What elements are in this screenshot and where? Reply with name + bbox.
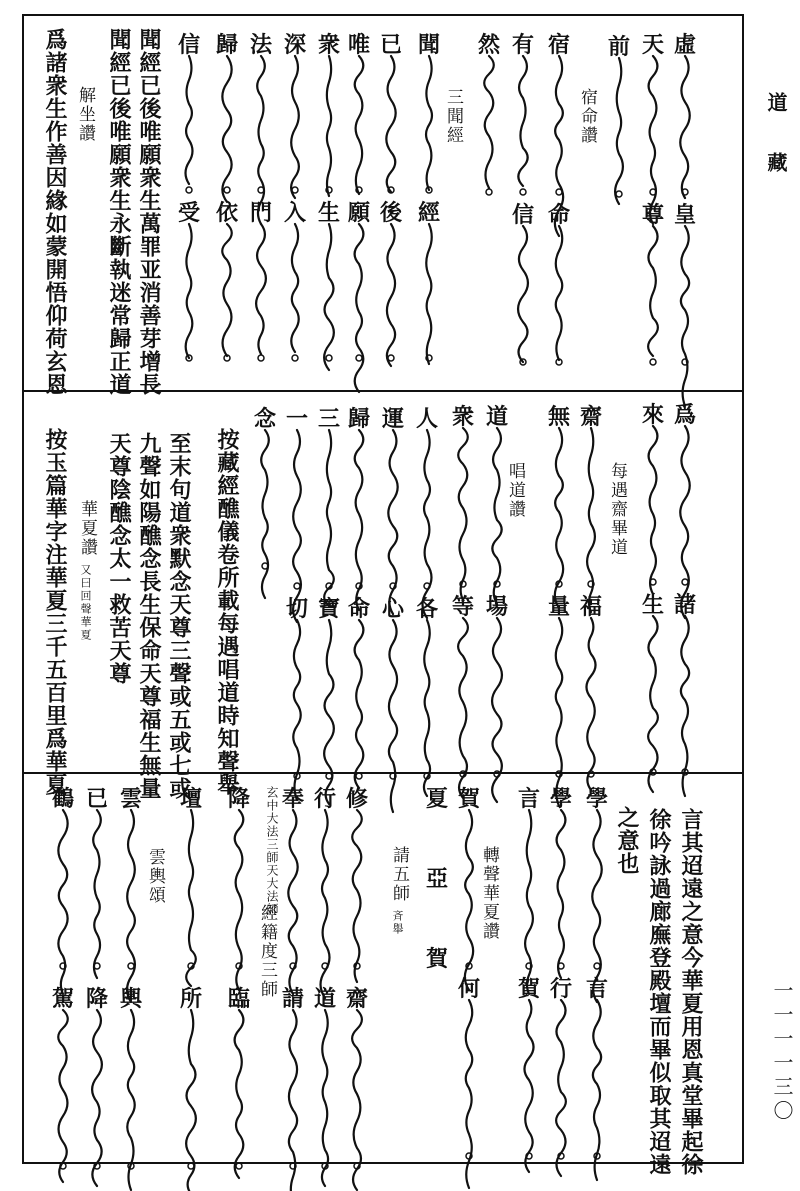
chant-notation-mark	[220, 56, 234, 188]
verse-character: 經	[417, 200, 440, 226]
verse-character: 賀	[457, 786, 480, 812]
chant-notation-mark	[124, 1010, 138, 1164]
verse-character: 學	[585, 786, 608, 812]
verse-character: 法	[249, 32, 272, 58]
chant-notation-mark	[646, 616, 660, 770]
verse-character: 念	[253, 406, 276, 432]
chant-notation-mark	[646, 226, 660, 360]
prose-line: 言其迢遠之意今華夏用恩真堂畢起徐	[678, 808, 704, 1176]
verse-character: 心	[381, 596, 404, 622]
verse-character: 行	[549, 976, 572, 1002]
verse-character: 爲	[673, 402, 696, 428]
verse-character: 請	[281, 986, 304, 1012]
chant-notation-mark	[350, 1010, 364, 1164]
verse-character: 量	[547, 594, 570, 620]
verse-character: 奉	[281, 786, 304, 812]
verse-character: 門	[249, 200, 272, 226]
margin-title: 道藏	[764, 92, 788, 212]
chant-notation-mark	[286, 810, 300, 964]
chant-notation-mark	[322, 56, 336, 188]
chant-notation-mark	[322, 224, 336, 356]
verse-character: 一	[285, 406, 308, 432]
verse-character: 輿	[119, 986, 142, 1012]
chant-notation-mark	[552, 428, 566, 582]
chant-notation-mark	[678, 226, 692, 360]
verse-character: 有	[511, 32, 534, 58]
verse-character: 信	[177, 32, 200, 58]
prose-line: 九聲如陽醮念長生保命天尊福生無量	[136, 432, 162, 800]
chant-notation-mark	[612, 58, 626, 192]
verse-character: 運	[381, 406, 404, 432]
chant-notation-mark	[56, 810, 70, 964]
chant-notation-mark	[590, 810, 604, 964]
verse-character: 前	[607, 34, 630, 60]
chant-notation-mark	[386, 620, 400, 774]
hymn-title: 每遇齋畢道	[607, 462, 627, 557]
chant-notation-mark	[422, 56, 436, 188]
chant-notation-mark	[420, 620, 434, 774]
chant-notation-mark	[490, 428, 504, 582]
prose-title: 華夏讚	[77, 500, 97, 557]
chant-notation-mark	[352, 56, 366, 188]
chant-notation-mark	[554, 810, 568, 964]
verse-character: 所	[179, 986, 202, 1012]
verse-character: 已	[85, 786, 108, 812]
verse-character: 生	[641, 592, 664, 618]
chant-notation-mark	[288, 224, 302, 356]
chant-notation-mark	[286, 1010, 300, 1164]
verse-character: 言	[585, 976, 608, 1002]
verse-character: 鶴	[51, 786, 74, 812]
verse-character: 衆	[451, 404, 474, 430]
chant-notation-mark	[554, 1000, 568, 1154]
prose-line: 按藏經醮儀卷所載每遇唱道時知聲舉	[214, 428, 240, 796]
chant-notation-mark	[678, 56, 692, 190]
chant-notation-mark	[232, 810, 246, 964]
prose-line: 天尊陰醮念太一救苦天尊	[106, 432, 132, 685]
verse-character: 駕	[51, 986, 74, 1012]
verse-character: 賀	[425, 946, 448, 972]
chant-notation-mark	[220, 224, 234, 356]
verse-character: 唯	[347, 32, 370, 58]
verse-character: 學	[549, 786, 572, 812]
verse-character: 言	[517, 786, 540, 812]
verse-character: 切	[285, 596, 308, 622]
chant-notation-mark	[482, 56, 496, 190]
verse-character: 三	[317, 406, 340, 432]
chant-notation-mark	[232, 1010, 246, 1164]
chant-notation-mark	[522, 1000, 536, 1154]
verse-character: 雲	[119, 786, 142, 812]
verse-character: 場	[485, 594, 508, 620]
hymn-title: 三聞經	[443, 88, 463, 145]
prose-line: 聞經已後唯願衆生萬罪亚消善芽增長	[136, 28, 162, 396]
prose-line: 至末句道衆默念天尊三聲或五或七或	[166, 432, 192, 800]
verse-character: 衆	[317, 32, 340, 58]
verse-character: 降	[227, 786, 250, 812]
verse-character: 來	[641, 402, 664, 428]
invocation: 玄中大法三師天大法師	[265, 786, 279, 916]
hymn-title: 唱道讚	[505, 462, 525, 519]
chant-notation-mark	[318, 810, 332, 964]
verse-character: 賀	[517, 976, 540, 1002]
hymn-title: 轉聲華夏讚	[479, 846, 499, 941]
verse-character: 願	[347, 200, 370, 226]
verse-character: 尊	[641, 202, 664, 228]
chant-notation-mark	[552, 618, 566, 772]
verse-character: 後	[379, 200, 402, 226]
verse-character: 生	[317, 200, 340, 226]
chant-notation-mark	[90, 810, 104, 964]
chant-notation-mark	[590, 1000, 604, 1154]
verse-character: 入	[283, 200, 306, 226]
verse-character: 齋	[579, 404, 602, 430]
chant-notation-mark	[456, 618, 470, 772]
chant-notation-mark	[290, 620, 304, 774]
chant-notation-mark	[522, 810, 536, 964]
hymn-title: 請五師	[389, 846, 409, 903]
chant-notation-mark	[516, 56, 530, 190]
chant-notation-mark	[462, 1000, 476, 1154]
verse-character: 受	[177, 200, 200, 226]
verse-character: 命	[347, 596, 370, 622]
verse-character: 寶	[317, 596, 340, 622]
chant-notation-mark	[254, 56, 268, 188]
chant-notation-mark	[678, 426, 692, 580]
chant-notation-mark	[350, 810, 364, 964]
chant-notation-mark	[184, 810, 198, 964]
prose-title: 解坐讚	[75, 86, 95, 143]
prose-line: 之意也	[614, 806, 640, 875]
verse-character: 福	[579, 594, 602, 620]
verse-character: 歸	[347, 406, 370, 432]
prose-line: 爲諸衆生作善因緣如蒙開悟仰荷玄恩	[42, 28, 68, 396]
chant-notation-mark	[290, 430, 304, 584]
chant-notation-mark	[258, 430, 272, 564]
chant-notation-mark	[322, 430, 336, 584]
verse-character: 齋	[345, 986, 368, 1012]
verse-character: 虛	[673, 32, 696, 58]
verse-character: 天	[641, 32, 664, 58]
verse-character: 何	[457, 976, 480, 1002]
chant-notation-mark	[678, 616, 692, 770]
hymn-title: 雲輿頌	[145, 848, 165, 905]
chant-notation-mark	[516, 226, 530, 360]
chant-notation-mark	[584, 618, 598, 772]
verse-character: 宿	[547, 32, 570, 58]
prose-line: 聞經已後唯願衆生永斷執迷常歸正道	[106, 28, 132, 396]
chant-notation-mark	[182, 56, 196, 188]
chant-notation-mark	[322, 620, 336, 774]
chant-notation-mark	[384, 224, 398, 356]
chant-notation-mark	[422, 224, 436, 356]
verse-character: 壇	[179, 786, 202, 812]
hymn-title: 宿命讚	[577, 88, 597, 145]
verse-character: 降	[85, 986, 108, 1012]
chant-notation-mark	[182, 224, 196, 356]
verse-character: 人	[415, 406, 438, 432]
prose-title-note: 又曰回聲華夏	[79, 564, 92, 642]
chant-notation-mark	[384, 56, 398, 188]
verse-character: 依	[215, 200, 238, 226]
chant-notation-mark	[90, 1010, 104, 1164]
chant-notation-mark	[552, 56, 566, 190]
chant-notation-mark	[646, 56, 660, 190]
verse-character: 夏	[425, 786, 448, 812]
chant-notation-mark	[318, 1010, 332, 1164]
verse-character: 無	[547, 404, 570, 430]
chant-notation-mark	[552, 226, 566, 360]
page-number: 一一一一三〇	[770, 980, 794, 1124]
verse-character: 已	[379, 32, 402, 58]
chant-notation-mark	[584, 428, 598, 582]
prose-line: 按玉篇華字注華夏三千五百里爲華夏	[42, 428, 68, 796]
verse-character: 亞	[425, 866, 448, 892]
verse-character: 命	[547, 202, 570, 228]
verse-character: 道	[485, 404, 508, 430]
invocation: 經籍度三師	[257, 904, 277, 999]
chant-notation-mark	[56, 1010, 70, 1164]
chant-notation-mark	[456, 428, 470, 582]
chant-notation-mark	[646, 426, 660, 580]
section-divider	[22, 772, 744, 774]
chant-notation-mark	[490, 618, 504, 772]
chant-notation-mark	[352, 430, 366, 584]
verse-character: 諸	[673, 592, 696, 618]
hymn-title-note: 斉舉	[391, 910, 404, 936]
verse-character: 臨	[227, 986, 250, 1012]
prose-line: 徐吟詠過廊廡登殿壇而畢似取其迢遠	[646, 808, 672, 1176]
chant-notation-mark	[352, 620, 366, 774]
verse-character: 行	[313, 786, 336, 812]
verse-character: 聞	[417, 32, 440, 58]
verse-character: 然	[477, 32, 500, 58]
verse-character: 等	[451, 594, 474, 620]
chant-notation-mark	[386, 430, 400, 584]
verse-character: 修	[345, 786, 368, 812]
chant-notation-mark	[184, 1010, 198, 1164]
verse-character: 道	[313, 986, 336, 1012]
verse-character: 皇	[673, 202, 696, 228]
verse-character: 各	[415, 596, 438, 622]
verse-character: 信	[511, 202, 534, 228]
verse-character: 深	[283, 32, 306, 58]
chant-notation-mark	[352, 224, 366, 356]
chant-notation-mark	[462, 810, 476, 964]
verse-character: 歸	[215, 32, 238, 58]
chant-notation-mark	[124, 810, 138, 964]
chant-notation-mark	[288, 56, 302, 188]
chant-notation-mark	[420, 430, 434, 584]
chant-notation-mark	[254, 224, 268, 356]
